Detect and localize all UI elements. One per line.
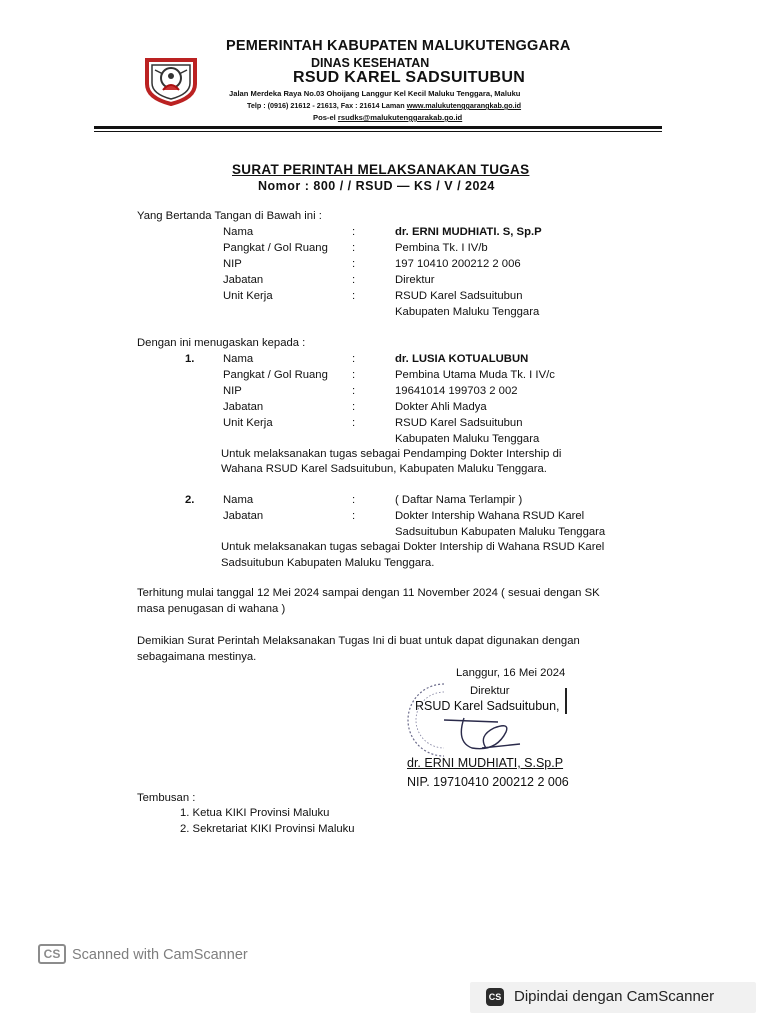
signer-jabatan-label: Jabatan [223, 274, 264, 286]
colon: : [352, 242, 356, 254]
letterhead-email-line [313, 113, 462, 122]
assignee1-jabatan-value: Dokter Ahli Madya [395, 401, 487, 413]
assignee2-task-2: Sadsuitubun Kabupaten Maluku Tenggara. [221, 557, 435, 569]
colon: : [352, 385, 356, 397]
signer-pangkat-label: Pangkat / Gol Ruang [223, 242, 328, 254]
camscanner-logo-icon: CS [38, 944, 66, 964]
colon: : [352, 290, 356, 302]
colon: : [352, 401, 356, 413]
closing-line-1: Demikian Surat Perintah Melaksanakan Tugas Ini di buat untuk dapat digunakan dengan [137, 635, 580, 647]
assignee1-unit-value-1: RSUD Karel Sadsuitubun [395, 417, 523, 429]
signature-position: Direktur [470, 685, 510, 697]
colon: : [352, 417, 356, 429]
assignee1-nama-value: dr. LUSIA KOTUALUBUN [395, 353, 529, 365]
signature-mark [565, 688, 567, 714]
assign-intro: Dengan ini menugaskan kepada : [137, 337, 306, 349]
closing-line-2: sebagaimana mestinya. [137, 651, 257, 663]
signer-unit-value-2: Kabupaten Maluku Tenggara [395, 306, 540, 318]
colon: : [352, 353, 356, 365]
assignee1-nip-label: NIP [223, 385, 242, 397]
document-number: Nomor : 800 / / RSUD — KS / V / 2024 [258, 179, 495, 193]
signer-nip-value: 197 10410 200212 2 006 [395, 258, 521, 270]
signature-nip: NIP. 19710410 200212 2 006 [407, 775, 569, 789]
assignee1-pangkat-label: Pangkat / Gol Ruang [223, 369, 328, 381]
colon: : [352, 226, 356, 238]
colon: : [352, 369, 356, 381]
assignee1-unit-label: Unit Kerja [223, 417, 273, 429]
signer-pangkat-value: Pembina Tk. I IV/b [395, 242, 488, 254]
letterhead-website-link[interactable]: www.malukutenggarangkab.go.id [406, 101, 522, 110]
assignee2-jabatan-label: Jabatan [223, 510, 264, 522]
letterhead-address: Jalan Merdeka Raya No.03 Ohoijang Langgur Kel Kecil Maluku Tenggara, Maluku [229, 89, 521, 98]
assignee1-task-1: Untuk melaksanakan tugas sebagai Pendamping Dokter Intership di [221, 448, 562, 460]
assignee1-number: 1. [185, 353, 195, 365]
signer-nip-label: NIP [223, 258, 242, 270]
colon: : [352, 274, 356, 286]
assignee1-nama-label: Nama [223, 353, 254, 365]
document-title: SURAT PERINTAH MELAKSANAKAN TUGAS [232, 162, 530, 177]
period-line-1: Terhitung mulai tanggal 12 Mei 2024 sampai dengan 11 November 2024 ( sesuai dengan SK [137, 587, 600, 599]
camscanner-watermark-text: Scanned with CamScanner [72, 947, 248, 963]
assignee2-number: 2. [185, 494, 195, 506]
signature-place-date: Langgur, 16 Mei 2024 [456, 667, 566, 679]
signer-unit-label: Unit Kerja [223, 290, 273, 302]
signer-intro: Yang Bertanda Tangan di Bawah ini : [137, 210, 322, 222]
handwritten-signature-icon [436, 708, 536, 758]
colon: : [352, 258, 356, 270]
colon: : [352, 494, 356, 506]
hospital-logo-icon [141, 50, 201, 106]
signer-nama-value: dr. ERNI MUDHIATI. S, Sp.P [395, 226, 542, 238]
camscanner-bar [470, 982, 756, 1013]
colon: : [352, 510, 356, 522]
cc-label: Tembusan : [137, 792, 196, 804]
header-divider-thin [94, 131, 662, 132]
letterhead-phone: Telp : (0916) 21612 - 21613, Fax : 21614 Laman [247, 101, 407, 110]
camscanner-icon: CS [486, 988, 504, 1006]
signer-nama-label: Nama [223, 226, 254, 238]
assignee1-pangkat-value: Pembina Utama Muda Tk. I IV/c [395, 369, 555, 381]
signer-unit-value-1: RSUD Karel Sadsuitubun [395, 290, 523, 302]
assignee2-task-1: Untuk melaksanakan tugas sebagai Dokter Intership di Wahana RSUD Karel [221, 541, 605, 553]
period-line-2: masa penugasan di wahana ) [137, 603, 286, 615]
letterhead-contact [247, 101, 521, 110]
assignee1-task-2: Wahana RSUD Karel Sadsuitubun, Kabupaten Maluku Tenggara. [221, 463, 547, 475]
letterhead-email-link[interactable]: rsudks@malukutenggarakab.go.id [337, 113, 463, 122]
letterhead-department: DINAS KESEHATAN [311, 56, 430, 70]
cc-item: 1. Ketua KIKI Provinsi Maluku [180, 807, 330, 819]
assignee2-jabatan-value-1: Dokter Intership Wahana RSUD Karel [395, 510, 585, 522]
letterhead-hospital: RSUD KAREL SADSUITUBUN [293, 69, 526, 86]
header-divider-thick [94, 126, 662, 129]
assignee2-jabatan-value-2: Sadsuitubun Kabupaten Maluku Tenggara [395, 526, 606, 538]
letterhead-email-prefix: Pos-el [313, 113, 338, 122]
letterhead-government: PEMERINTAH KABUPATEN MALUKUTENGGARA [226, 38, 571, 54]
assignee1-jabatan-label: Jabatan [223, 401, 264, 413]
cc-item: 2. Sekretariat KIKI Provinsi Maluku [180, 823, 355, 835]
signer-jabatan-value: Direktur [395, 274, 435, 286]
signature-institution: RSUD Karel Sadsuitubun, [415, 699, 560, 713]
camscanner-bar-text: Dipindai dengan CamScanner [514, 988, 715, 1005]
assignee1-unit-value-2: Kabupaten Maluku Tenggara [395, 433, 540, 445]
signature-name: dr. ERNI MUDHIATI, S.Sp.P [407, 756, 564, 770]
assignee1-nip-value: 19641014 199703 2 002 [395, 385, 518, 397]
assignee2-nama-label: Nama [223, 494, 254, 506]
assignee2-nama-value: ( Daftar Nama Terlampir ) [395, 494, 523, 506]
